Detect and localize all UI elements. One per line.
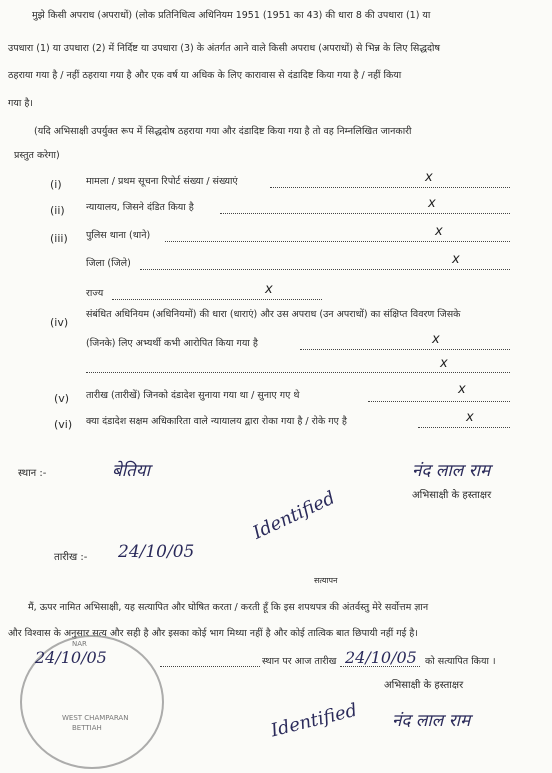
verification-line-1: मैं, ऊपर नामित अभिसाक्षी, यह सत्यापित और घोषित करता / करती हूँ कि इस शपथपत्र की अंतर्वस्तु मेरे सर्वोत्तम ज्ञान	[28, 602, 429, 613]
seal-date: 24/10/05	[35, 648, 107, 667]
date-label: तारीख :-	[54, 552, 88, 563]
district-line	[140, 269, 510, 270]
attestation-handwriting: Identified	[249, 487, 339, 544]
verification-post: को सत्यापित किया ।	[425, 656, 496, 667]
date-value: 24/10/05	[118, 542, 195, 562]
item-iv-mark-1: x	[432, 332, 440, 347]
item-iv-label-2: (जिनके) लिए अभ्यर्थी कभी आरोपित किया गया है	[86, 338, 258, 349]
district-label: जिला (जिले)	[86, 258, 131, 269]
item-vi-line	[418, 427, 510, 428]
place-label: स्थान :-	[18, 468, 47, 479]
item-ii-label: न्यायालय, जिसने दंडित किया है	[86, 202, 194, 213]
signer-signature: नंद लाल राम	[412, 461, 491, 481]
intro-line-4: गया है।	[8, 98, 33, 109]
verification-caption: अभिसाक्षी के हस्ताक्षर	[384, 680, 464, 691]
item-iii-label: पुलिस थाना (थाने)	[86, 230, 151, 241]
item-i-number: (i)	[50, 178, 62, 191]
verification-heading: सत्यापन	[314, 576, 338, 585]
item-i-line	[270, 187, 510, 188]
signer-caption: अभिसाक्षी के हस्ताक्षर	[412, 490, 492, 501]
item-ii-number: (ii)	[50, 204, 65, 217]
seal-text-district: WEST CHAMPARAN	[62, 714, 129, 722]
item-iv-number: (iv)	[50, 316, 69, 329]
item-iv-label-1: संबंधित अधिनियम (अधिनियमों) की धारा (धाराएं) और उस अपराध (उन अपराधों) का संक्षिप्त विवरण जिसके	[86, 309, 461, 320]
verification-pre: स्थान पर आज तारीख	[262, 656, 337, 667]
item-iii-mark: x	[435, 224, 443, 239]
state-line	[112, 299, 322, 300]
item-iv-line-1	[300, 349, 510, 350]
item-i-mark: x	[425, 170, 433, 185]
item-iv-line-2	[86, 372, 510, 373]
item-vi-label: क्या दंडादेश सक्षम अधिकारिता वाले न्यायालय द्वारा रोका गया है / रोके गए है	[86, 416, 347, 427]
verification-place-line	[160, 666, 260, 667]
item-iv-mark-2: x	[440, 356, 448, 371]
item-iii-line	[165, 241, 510, 242]
item-v-number: (v)	[54, 392, 70, 405]
condition-line-2: प्रस्तुत करेगा)	[14, 150, 60, 161]
item-ii-line	[220, 213, 510, 214]
item-vi-number: (vi)	[54, 418, 73, 431]
place-value: बेतिया	[112, 461, 151, 481]
state-mark: x	[265, 282, 273, 297]
intro-line-2: उपधारा (1) या उपधारा (2) में निर्दिष्ट या उपधारा (3) के अंतर्गत आने वाले किसी अपराध (अपराधों) से भिन्न के लिए सिद्धदोष	[8, 43, 440, 54]
seal-text-city: BETTIAH	[72, 724, 102, 732]
item-v-mark: x	[458, 382, 466, 397]
bottom-signature: नंद लाल राम	[392, 711, 471, 731]
item-ii-mark: x	[428, 196, 436, 211]
intro-line-3: ठहराया गया है / नहीं ठहराया गया है और एक वर्ष या अधिक के लिए कारावास से दंडादिष्ट किया गया है / नहीं किया	[8, 70, 402, 81]
item-iii-number: (iii)	[50, 232, 68, 245]
seal-text-top: NAR	[72, 640, 87, 648]
item-v-line	[368, 401, 510, 402]
intro-line-1: मुझे किसी अपराध (अपराधों) (लोक प्रतिनिधित्व अधिनियम 1951 (1951 का 43) की धारा 8 की उपधारा (1) या	[32, 10, 431, 21]
verification-line-2: और विश्वास के अनुसार सत्य और सही है और इसका कोई भाग मिथ्या नहीं है और कोई तात्विक बात छिपायी नहीं गई है।	[8, 628, 418, 639]
state-label: राज्य	[86, 288, 104, 299]
verification-date: 24/10/05	[345, 648, 417, 667]
district-mark: x	[452, 252, 460, 267]
condition-line-1: (यदि अभिसाक्षी उपर्युक्त रूप में सिद्धदोष ठहराया गया और दंडादिष्ट किया गया है तो वह निम्नलिखित जानकारी	[34, 126, 412, 137]
item-vi-mark: x	[466, 410, 474, 425]
item-v-label: तारीख (तारीखें) जिनको दंडादेश सुनाया गया था / सुनाए गए थे	[86, 390, 300, 401]
bottom-attestation-handwriting: Identified	[268, 699, 360, 742]
item-i-label: मामला / प्रथम सूचना रिपोर्ट संख्या / संख्याएं	[86, 176, 238, 187]
